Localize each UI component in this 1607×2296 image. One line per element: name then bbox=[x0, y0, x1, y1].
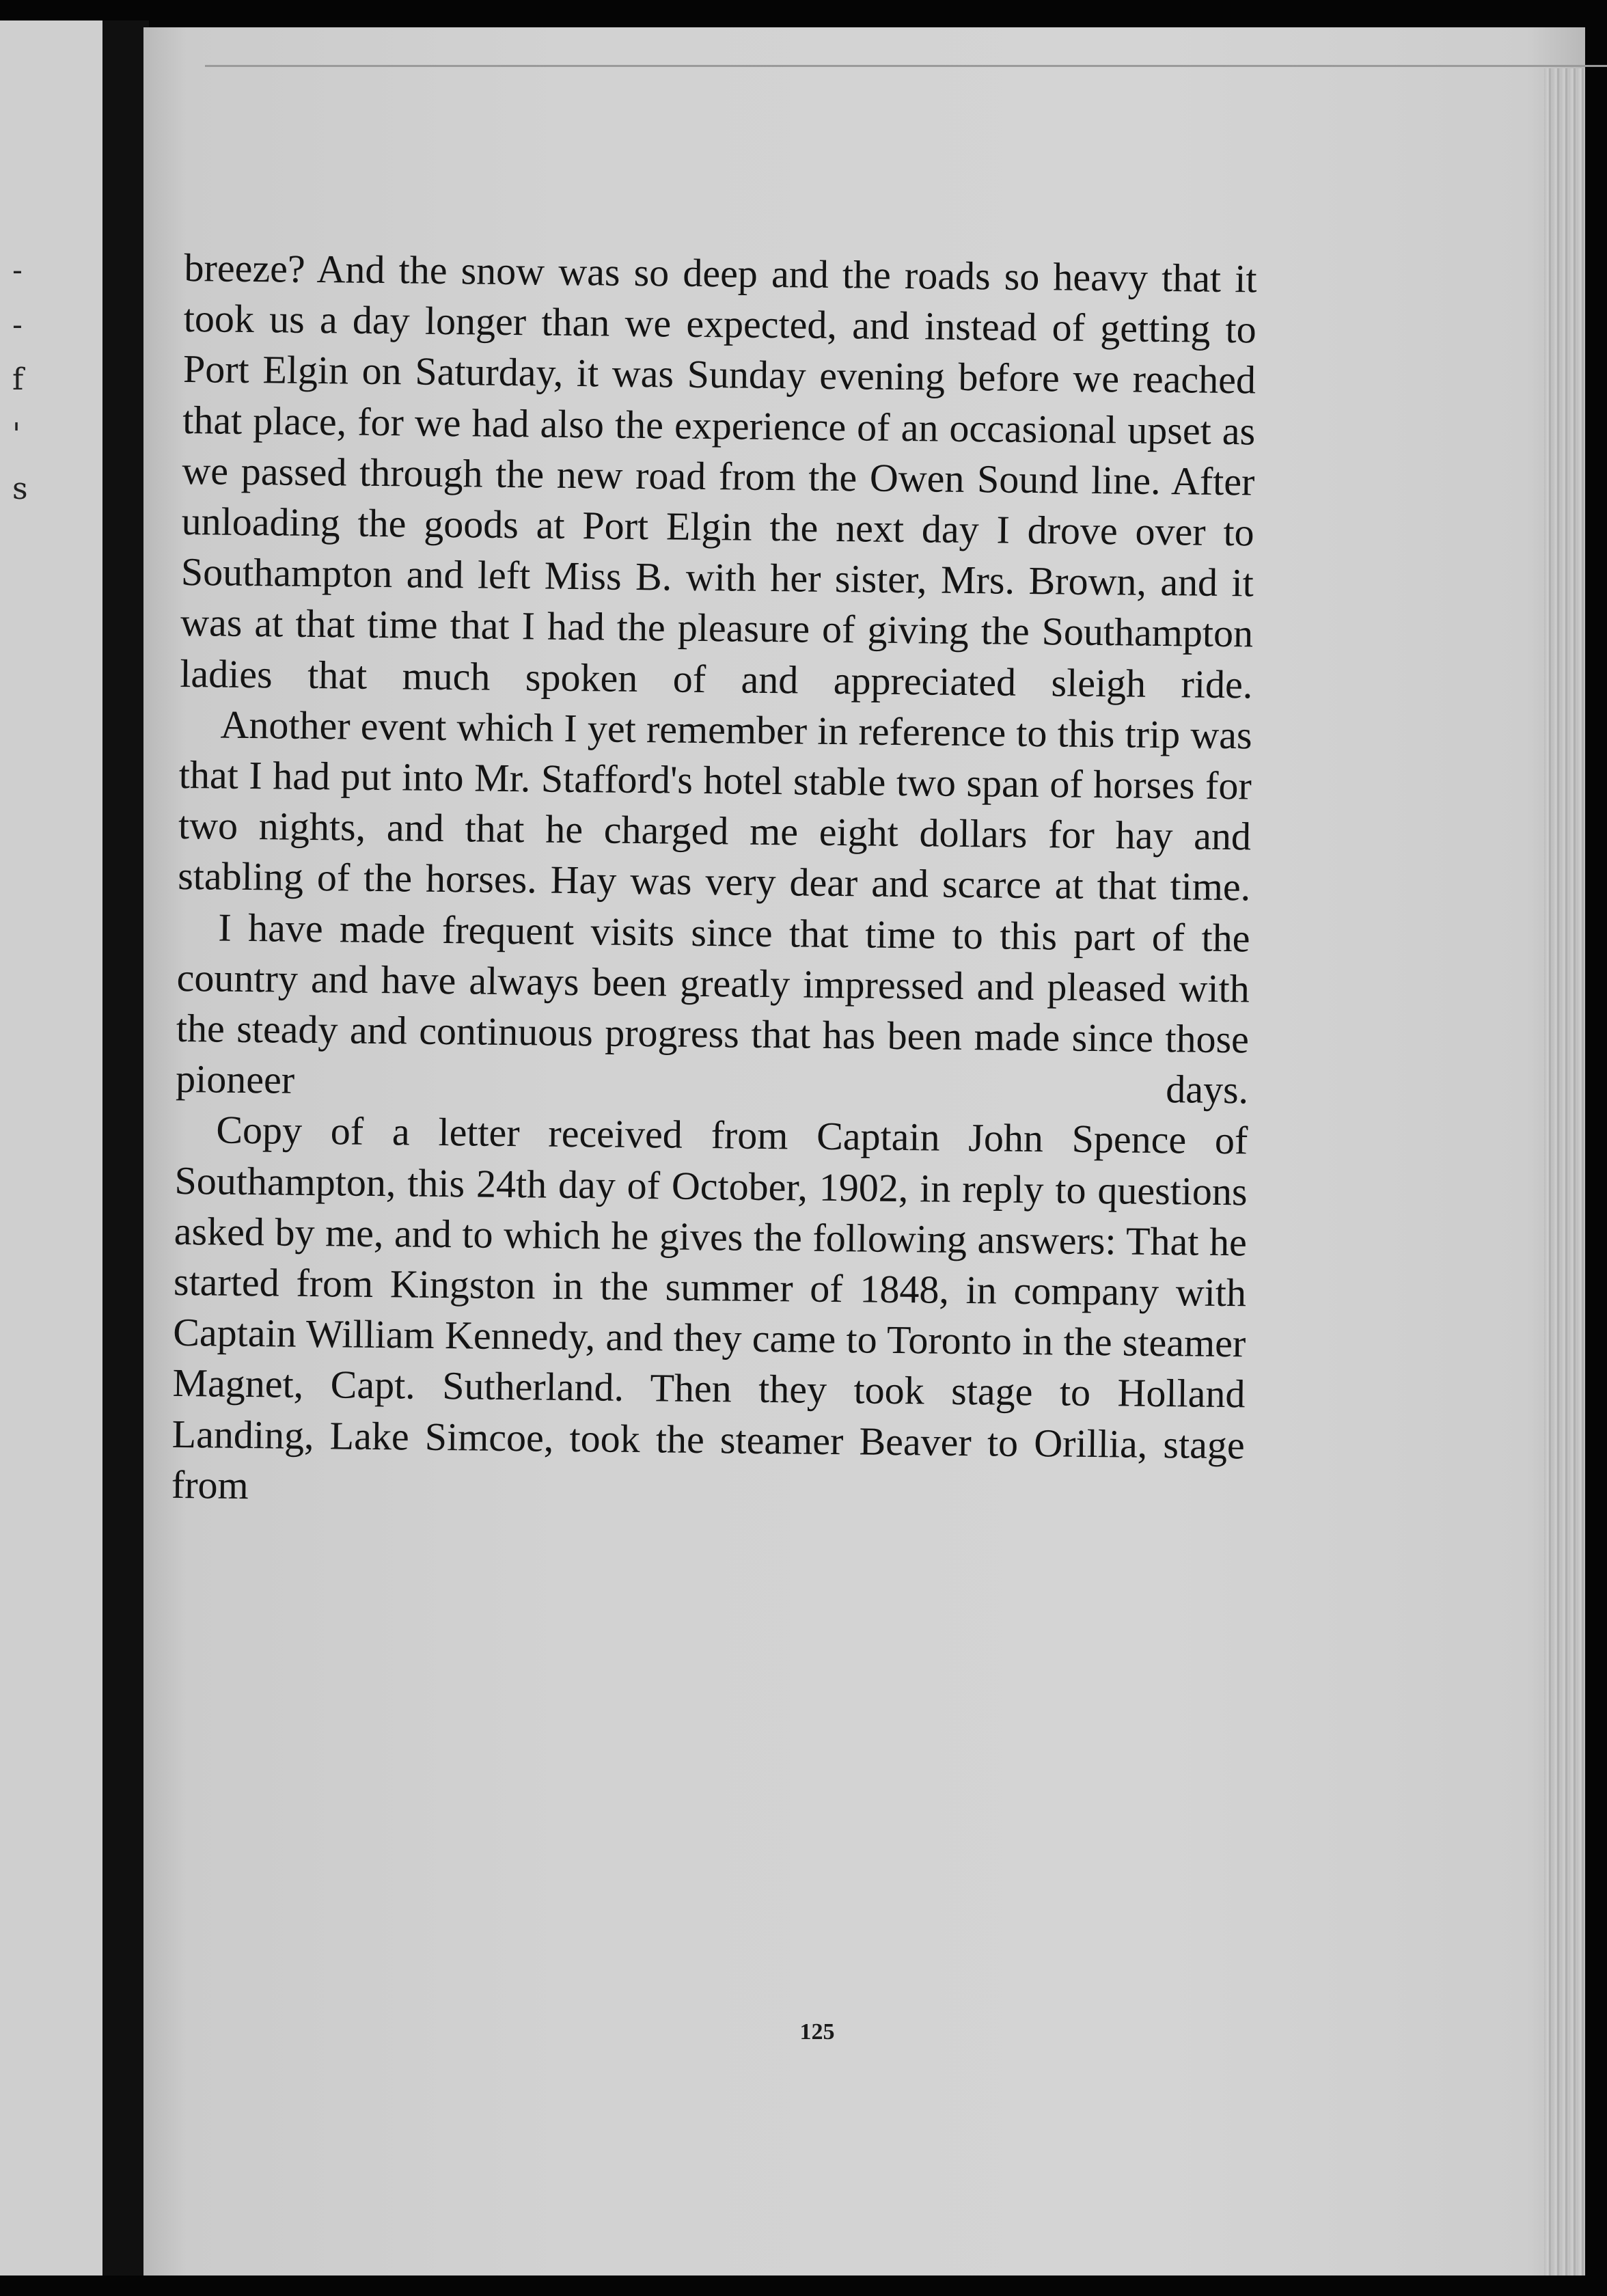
book-spine-shadow bbox=[102, 20, 149, 2276]
left-margin-mark: - bbox=[12, 308, 23, 342]
page-number: 125 bbox=[799, 2019, 835, 2045]
paragraph: I have made frequent visits since that time to this part of the country and have always been greatly impressed and pleased with the steady and continuous progress that has been made since those pioneer days. bbox=[175, 905, 1250, 1112]
paragraph: Another event which I yet remember in reference to this trip was that I had put into Mr. Stafford's hotel stable two span of horses for two nights, and that he charged me eight dollars for hay and stabling of the horses. Hay was very dear and scarce at that time. bbox=[177, 702, 1252, 910]
page-edge-stack bbox=[1544, 68, 1585, 2276]
page-body-text bbox=[171, 243, 1257, 1521]
paragraph: Copy of a letter received from Captain John Spence of Southampton, this 24th day of October, 1902, in reply to questions asked by me, and to which he gives the following answers: That he started from Kingston in the summer of 1848, in company with Captain William Kennedy, and they came to Toronto in the steamer Magnet, Capt. Sutherland. Then they took stage to Holland Landing, Lake Simcoe, took the steamer Beaver to Orillia, stage from bbox=[171, 1108, 1248, 1507]
page-top-rule bbox=[205, 65, 1607, 67]
left-page-edge bbox=[0, 20, 102, 2276]
paragraph: breeze? And the snow was so deep and the roads so heavy that it took us a day longer than we expected, and instead of getting to Port Elgin on Saturday, it was Sunday evening before we reached that place, for we had also the experience of an occasional upset as we passed through the new road from the Owen Sound line. After unloading the goods at Port Elgin the next day I drove over to Southampton and left Miss B. with her sister, Mrs. Brown, and it was at that time that I had the pleasure of giving the Southampton ladies that much spoken of and appreciated sleigh ride. bbox=[180, 245, 1257, 707]
left-margin-mark: ' bbox=[12, 417, 21, 452]
left-margin-mark: - bbox=[12, 253, 23, 288]
left-margin-mark: s bbox=[12, 472, 28, 506]
left-margin-mark: f bbox=[12, 362, 24, 397]
